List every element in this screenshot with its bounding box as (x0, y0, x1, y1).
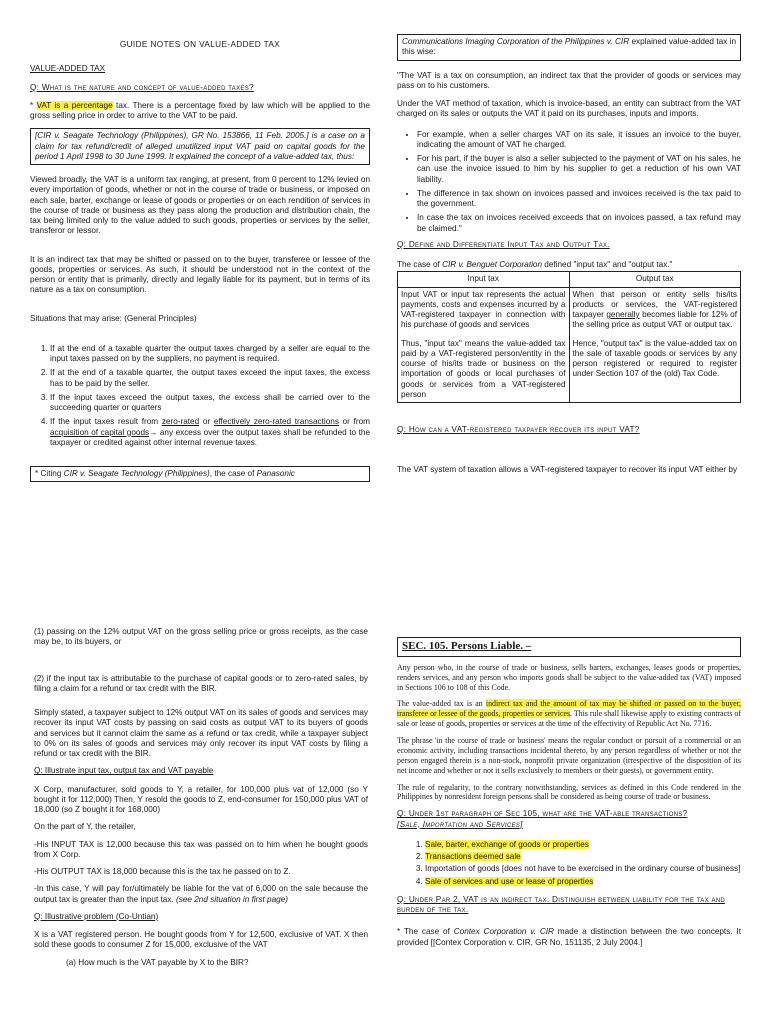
paragraph-text: made a distinction between the two concepts. It provided [[Contex Corporation v. CIR, GR No. 151135, 2 July 2004.] (397, 927, 741, 947)
case-name: CIR v. Seagate Technology (Philippines) (63, 469, 210, 478)
bullet-item: • For example, when a seller charges VAT on its sale, it issues an invoice to the buyer, indicating the amount of VAT he charged. (417, 130, 741, 151)
highlighted-text: indirect tax and the amount of tax may be shifted or passed on to the buyer, transferee or lessee of the goods, properties or services (397, 699, 741, 719)
bullet-item: • The difference in tax shown on invoices passed and invoices received is the tax paid to the government. (417, 189, 741, 210)
bullet-list (417, 130, 741, 234)
italic-text: (see 2nd situation in first page) (176, 894, 288, 904)
page1-right-column (397, 34, 741, 524)
page2-right-column (397, 637, 741, 1024)
cell-text: Input VAT or input tax represents the actual payments, costs and expenses incurred by a VAT-registered taxpayer in connection with his purchase of goods and services (401, 289, 566, 330)
cell-text: Thus, "input tax" means the value-added tax paid by a VAT-registered person/entity in the course of his/its trade or business on the importation of goods or local purchases of goods or services from a VAT-registered person (401, 338, 566, 399)
list-item (425, 840, 741, 850)
list-item (425, 877, 741, 887)
paragraph: The rule of regularity, to the contrary notwithstanding, services as defined in this Code rendered in the Philippines by nonresident foreign persons shall be considered as being course of trade or business. (397, 782, 741, 802)
paragraph: "The VAT is a tax on consumption, an indirect tax that the provider of goods or services may pass on to his customers. (397, 70, 741, 90)
table-header: Input tax (398, 272, 570, 287)
section-title-box (397, 637, 741, 657)
question-heading: Q: Illustrative problem (Co-Untian) (34, 911, 159, 921)
question-subheading: [Sale, Importation and Services] (397, 819, 523, 829)
paragraph-text: tax. There is a percentage fixed by law which will be applied to the gross selling price in order to arrive to the VAT to be paid. (30, 100, 370, 120)
case-name: Panasonic (256, 469, 295, 478)
paragraph: -His OUTPUT TAX is 18,000 because this is the tax he passed on to Z. (34, 867, 291, 876)
case-citation-box: [CIR v. Seagate Technology (Philippines), GR No. 153866, 11 Feb. 2005.] is a case on a claim for tax refund/credit of alleged unutilized input VAT paid on capital goods for the period 1 April 1998 to 30 June 1999. It explained the concept of a value-added tax, thus: (30, 128, 370, 165)
list-item: 2. If at the end of a taxable quarter, the output taxes exceed the input taxes, the excess has to be paid by the seller. (50, 368, 370, 389)
sub-question: (a) How much is the VAT payable by X to the BIR? (66, 957, 249, 967)
table-cell (569, 287, 741, 403)
paragraph-text: defined "input tax" and "output tax." (542, 260, 673, 269)
list-item (50, 417, 370, 448)
cell-text: Hence, "output tax" is the value-added tax on the sale of taxable goods or services by any person registered or required to register under Section 107 of the (old) Tax Code. (572, 338, 737, 379)
bullet-item: • For his part, if the buyer is also a seller subjected to the payment of VAT on his sales, he can use the invoice issued to him by his supplier to get a reduction of his own VAT liability. (417, 154, 741, 185)
paragraph (397, 927, 741, 948)
list-text: or (199, 417, 214, 427)
paragraph: On the part of Y, the retailer, (34, 822, 136, 832)
paragraph-text: * The case of (397, 927, 454, 937)
input-output-tax-table (397, 271, 741, 403)
paragraph: It is an indirect tax that may be shifted or passed on to the buyer, transferee or lessee of the goods, properties or services. As such, it should be understood not in the context of the person or entity that is primarily, directly and legally liable for its payment, but in terms of its nature as a tax on consumption. (30, 254, 370, 295)
question-heading: Q: What is the nature and concept of value-added taxes? (30, 82, 254, 92)
paragraph (34, 884, 368, 905)
list-text: or from (338, 417, 370, 427)
paragraph: (1) passing on the 12% output VAT on the gross selling price or gross receipts, as the case may be, to its buyers, or (34, 627, 368, 647)
box-text: explained value-added tax in this wise: (402, 37, 737, 57)
box-text: * Citing (35, 469, 64, 478)
list-item: 3. If the input taxes exceed the output taxes, the excess shall be carried over to the succeeding quarter or quarters (50, 393, 370, 414)
paragraph: Situations that may arise: (General Principles) (30, 313, 197, 323)
cell-text (573, 290, 738, 331)
paragraph (397, 260, 741, 270)
highlighted-text: Sale of services and use or lease of properties (425, 876, 594, 886)
section-title: SEC. 105. Persons Liable. – (402, 640, 532, 652)
table-header: Output tax (569, 272, 741, 287)
list-item: 1. If at the end of a taxable quarter the output taxes charged by a seller are equal to the input taxes passed on by the suppliers, no payment is required. (50, 344, 370, 365)
page1-left-column (30, 40, 370, 562)
underlined-text: zero-rated (161, 417, 200, 427)
page2-left-column (34, 627, 368, 1024)
paragraph: The VAT system of taxation allows a VAT-registered taxpayer to recover its input VAT either by (397, 465, 738, 475)
list-text: If the input taxes result from (50, 417, 162, 427)
case-name: CIR v. Benguet Corporation (442, 260, 543, 269)
question-heading: Q: Under 1st paragraph of Sec 105, what are the VAT-able transactions? (397, 809, 688, 819)
question-heading: Q: How can a VAT-registered taxpayer recover its input VAT? (397, 425, 640, 434)
paragraph: * VAT is a percentage tax. There is a percentage fixed by law which will be applied to the gross selling price in order to arrive to the VAT to be paid. (30, 100, 370, 120)
vatable-transactions-list (425, 840, 741, 887)
case-name: Communications Imaging Corporation of the Philippines v. CIR (402, 37, 630, 46)
question-heading: Q: Illustrate input tax, output tax and VAT payable (34, 766, 214, 776)
underlined-text: generally (606, 310, 640, 319)
paragraph-text: -In this case, Y will pay for/ultimately be liable for the vat of 6,000 on the sale because the output tax is greater than the input tax. (34, 884, 368, 904)
list-item (425, 852, 741, 862)
paragraph: Any person who, in the course of trade or business, sells barters, exchanges, leases goods or properties, renders services, and any person who imports goods shall be subject to the value-added tax (VAT) imposed in Sections 106 to 108 of this Code. (397, 662, 741, 692)
paragraph: -His INPUT TAX is 12,000 because this tax was passed on to him when he bought goods from X Corp. (34, 839, 368, 859)
situations-list (50, 344, 370, 448)
paragraph: Simply stated, a taxpayer subject to 12% output VAT on its sales of goods and services may recover its input VAT costs by passing on said costs as output VAT to its buyers of goods and services but it cannot claim the same as a refund or tax credit, while a taxpayer subject to 0% on its sales of goods and services may only recover its input VAT costs by filing a refund or tax credit with the BIR. (34, 708, 368, 758)
table-cell (398, 287, 570, 403)
paragraph-text: . This rule shall likewise apply to existing contracts of sale or lease of goods, properties or services at the time of the effectivity of Republic Act No. 7716. (397, 709, 741, 729)
list-text: → any excess over the output taxes shall be refunded to the taxpayer or credited against other internal revenue taxes. (50, 427, 370, 447)
paragraph: The phrase 'in the course of trade or business' means the regular conduct or pursuit of a commercial or an economic activity, including transactions incidental thereto, by any person regardless of whether or not the person engaged therein is a non-stock, nonprofit private organization (irrespective of the disposition of its net income and whether or not it sells exclusively to members or their guests), or government entity. (397, 736, 741, 775)
paragraph: X is a VAT registered person. He bought goods from Y for 12,500, exclusive of VAT. X then sold these goods to consumer Z for 15,000, exclusive of the VAT (34, 930, 368, 950)
underlined-text: acquisition of capital goods (50, 427, 150, 437)
paragraph (397, 699, 741, 729)
citation-box (30, 466, 370, 482)
box-text: , the case of (209, 469, 257, 478)
question-heading: Q: Define and Differentiate Input Tax and Output Tax. (397, 239, 610, 249)
paragraph-text: The case of (397, 260, 443, 269)
cell-text-part: becomes liable for 12% of the selling price as output VAT or output tax. (572, 310, 738, 330)
paragraph-text: The value-added tax is an (397, 699, 486, 709)
table-row (398, 287, 741, 403)
list-item: 3. Importation of goods [does not have to be exercised in the ordinary course of business] (425, 864, 741, 874)
underlined-text: effectively zero-rated transactions (213, 417, 339, 427)
bullet-item: • In case the tax on invoices received exceeds that on invoices passed, a tax refund may be claimed." (417, 213, 741, 234)
highlighted-text: Sale, barter, exchange of goods or properties (425, 839, 589, 849)
cell-text-part: When that person or entity sells his/its products or services, the VAT-registered taxpayer (572, 289, 737, 319)
highlighted-text: VAT is a percentage (36, 100, 113, 110)
paragraph: Under the VAT method of taxation, which is invoice-based, an entity can subtract from the VAT charged on its sales or outputs the VAT it paid on its purchases, inputs and imports. (397, 99, 741, 119)
case-name: Contex Corporation v. CIR (453, 927, 554, 937)
highlighted-text: Transactions deemed sale (425, 852, 521, 861)
table-header-row (398, 272, 741, 287)
paragraph: (2) if the input tax is attributable to the purchase of capital goods or to zero-rated sales, by filing a claim for a refund or tax credit with the BIR. (34, 673, 368, 693)
case-citation-box (397, 34, 741, 61)
document-title: GUIDE NOTES ON VALUE-ADDED TAX (119, 40, 281, 49)
section-heading: VALUE-ADDED TAX (30, 64, 106, 74)
paragraph: Viewed broadly, the VAT is a uniform tax ranging, at present, from 0 percent to 12% levied on every importation of goods, whether or not in the course of trade or business, or imposed on each sale, barter, exchange or lease of goods or properties or on each rendition of services in the course of trade or business as they pass along the production and distribution chain, the tax being limited only to the value added to such goods, properties or services by the seller, transferor or lessor. (30, 175, 370, 236)
question-heading: Q: Under Par 2, VAT is an indirect tax. Distinguish between liability for the tax and burden of the tax. (397, 894, 726, 914)
paragraph: X Corp, manufacturer, sold goods to Y, a retailer, for 100,000 plus vat of 12,000 (so Y bought it for 112,000) Then, Y resold the goods to Z, end-consumer for 150,000 plus VAT of 18,000 (so Z bought it for 168,000) (34, 784, 368, 814)
